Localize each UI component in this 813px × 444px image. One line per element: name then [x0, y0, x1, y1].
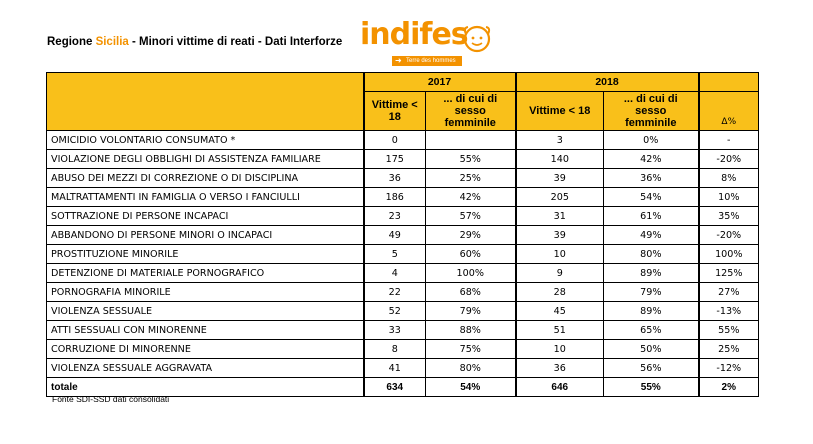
victims-2018-cell: 646	[516, 378, 604, 397]
crime-name-cell: PORNOGRAFIA MINORILE	[47, 283, 364, 302]
delta-cell: -20%	[699, 150, 759, 169]
female-2018-cell: 55%	[604, 378, 699, 397]
crime-name-cell: SOTTRAZIONE DI PERSONE INCAPACI	[47, 207, 364, 226]
crime-name-cell: CORRUZIONE DI MINORENNE	[47, 340, 364, 359]
victims-2018-cell: 45	[516, 302, 604, 321]
female-2017-cell: 80%	[426, 359, 516, 378]
delta-cell: 10%	[699, 188, 759, 207]
year-header-2017: 2017	[364, 73, 516, 92]
delta-cell: -12%	[699, 359, 759, 378]
victims-2017-cell: 186	[364, 188, 426, 207]
year-header-2018: 2018	[516, 73, 699, 92]
table-row	[47, 321, 759, 340]
victims-2017-cell: 52	[364, 302, 426, 321]
victims-2017-cell: 175	[364, 150, 426, 169]
victims-2018-cell: 205	[516, 188, 604, 207]
col-victims-2018: Vittime < 18	[516, 92, 604, 131]
table-header-years	[47, 73, 759, 92]
victims-2017-cell: 49	[364, 226, 426, 245]
victims-2018-cell: 10	[516, 245, 604, 264]
source-note: Fonte SDI-SSD dati consolidati	[52, 394, 170, 404]
table-row	[47, 150, 759, 169]
victims-2018-cell: 39	[516, 226, 604, 245]
female-2018-cell: 49%	[604, 226, 699, 245]
table-row	[47, 245, 759, 264]
delta-cell: -13%	[699, 302, 759, 321]
crime-name-cell: MALTRATTAMENTI IN FAMIGLIA O VERSO I FANCIULLI	[47, 188, 364, 207]
table-row	[47, 302, 759, 321]
victims-2017-cell: 23	[364, 207, 426, 226]
crime-name-cell: VIOLENZA SESSUALE AGGRAVATA	[47, 359, 364, 378]
female-2017-cell	[426, 131, 516, 150]
victims-2017-cell: 33	[364, 321, 426, 340]
header-empty-cell	[47, 73, 364, 131]
victims-2018-cell: 36	[516, 359, 604, 378]
female-2018-cell: 36%	[604, 169, 699, 188]
title-region: Sicilia	[95, 36, 129, 48]
arrow-icon: ➜	[395, 56, 402, 65]
col-delta: Δ%	[699, 92, 759, 131]
female-2017-cell: 60%	[426, 245, 516, 264]
female-2018-cell: 61%	[604, 207, 699, 226]
female-2017-cell: 75%	[426, 340, 516, 359]
crime-name-cell: DETENZIONE DI MATERIALE PORNOGRAFICO	[47, 264, 364, 283]
female-2018-cell: 50%	[604, 340, 699, 359]
title-prefix: Regione	[47, 36, 96, 48]
col-female-2018: ... di cui di sesso femminile	[604, 92, 699, 131]
female-2018-cell: 0%	[604, 131, 699, 150]
female-2017-cell: 79%	[426, 302, 516, 321]
crime-name-cell: OMICIDIO VOLONTARIO CONSUMATO *	[47, 131, 364, 150]
victims-2017-cell: 8	[364, 340, 426, 359]
table-row	[47, 226, 759, 245]
crime-name-cell: ABBANDONO DI PERSONE MINORI O INCAPACI	[47, 226, 364, 245]
female-2018-cell: 56%	[604, 359, 699, 378]
delta-cell: 2%	[699, 378, 759, 397]
victims-2017-cell: 634	[364, 378, 426, 397]
table-row	[47, 340, 759, 359]
col-female-2017: ... di cui di sesso femminile	[426, 92, 516, 131]
title-suffix: - Minori vittime di reati - Dati Interforze	[128, 36, 343, 48]
table-row	[47, 169, 759, 188]
delta-cell: 25%	[699, 340, 759, 359]
female-2017-cell: 55%	[426, 150, 516, 169]
victims-2017-cell: 41	[364, 359, 426, 378]
table-row	[47, 207, 759, 226]
delta-cell: 55%	[699, 321, 759, 340]
female-2018-cell: 89%	[604, 302, 699, 321]
table-row	[47, 359, 759, 378]
delta-cell: 125%	[699, 264, 759, 283]
crime-name-cell: ABUSO DEI MEZZI DI CORREZIONE O DI DISCIPLINA	[47, 169, 364, 188]
victims-2018-cell: 140	[516, 150, 604, 169]
crime-name-cell: ATTI SESSUALI CON MINORENNE	[47, 321, 364, 340]
victims-2018-cell: 28	[516, 283, 604, 302]
victims-2018-cell: 51	[516, 321, 604, 340]
delta-cell: 100%	[699, 245, 759, 264]
female-2018-cell: 79%	[604, 283, 699, 302]
table-row	[47, 131, 759, 150]
delta-cell: -20%	[699, 226, 759, 245]
victims-2017-cell: 36	[364, 169, 426, 188]
delta-cell: 8%	[699, 169, 759, 188]
page-title	[47, 34, 347, 50]
delta-cell: -	[699, 131, 759, 150]
victims-2017-cell: 0	[364, 131, 426, 150]
female-2018-cell: 80%	[604, 245, 699, 264]
crime-name-cell: totale	[47, 378, 364, 397]
victims-2018-cell: 10	[516, 340, 604, 359]
header-empty-delta	[699, 73, 759, 92]
female-2017-cell: 42%	[426, 188, 516, 207]
delta-cell: 27%	[699, 283, 759, 302]
crime-name-cell: VIOLAZIONE DEGLI OBBLIGHI DI ASSISTENZA FAMILIARE	[47, 150, 364, 169]
victims-2017-cell: 5	[364, 245, 426, 264]
col-victims-2017: Vittime < 18	[364, 92, 426, 131]
female-2018-cell: 54%	[604, 188, 699, 207]
table-row	[47, 264, 759, 283]
logo-tagline-bar	[392, 56, 462, 66]
logo-word: indifes	[360, 17, 468, 52]
crime-name-cell: VIOLENZA SESSUALE	[47, 302, 364, 321]
victims-2018-cell: 31	[516, 207, 604, 226]
crimes-table	[46, 72, 759, 397]
indifesa-logo	[360, 18, 495, 70]
female-2018-cell: 65%	[604, 321, 699, 340]
female-2017-cell: 25%	[426, 169, 516, 188]
female-2017-cell: 100%	[426, 264, 516, 283]
logo-tagline: Terre des hommes	[406, 58, 456, 64]
victims-2017-cell: 4	[364, 264, 426, 283]
girl-face-icon	[460, 22, 494, 56]
victims-2018-cell: 3	[516, 131, 604, 150]
table-body	[47, 131, 759, 397]
female-2017-cell: 54%	[426, 378, 516, 397]
table-row	[47, 188, 759, 207]
victims-2018-cell: 39	[516, 169, 604, 188]
female-2017-cell: 57%	[426, 207, 516, 226]
table-row	[47, 283, 759, 302]
delta-cell: 35%	[699, 207, 759, 226]
crime-name-cell: PROSTITUZIONE MINORILE	[47, 245, 364, 264]
victims-2017-cell: 22	[364, 283, 426, 302]
victims-2018-cell: 9	[516, 264, 604, 283]
female-2017-cell: 68%	[426, 283, 516, 302]
female-2017-cell: 29%	[426, 226, 516, 245]
female-2018-cell: 42%	[604, 150, 699, 169]
female-2017-cell: 88%	[426, 321, 516, 340]
female-2018-cell: 89%	[604, 264, 699, 283]
